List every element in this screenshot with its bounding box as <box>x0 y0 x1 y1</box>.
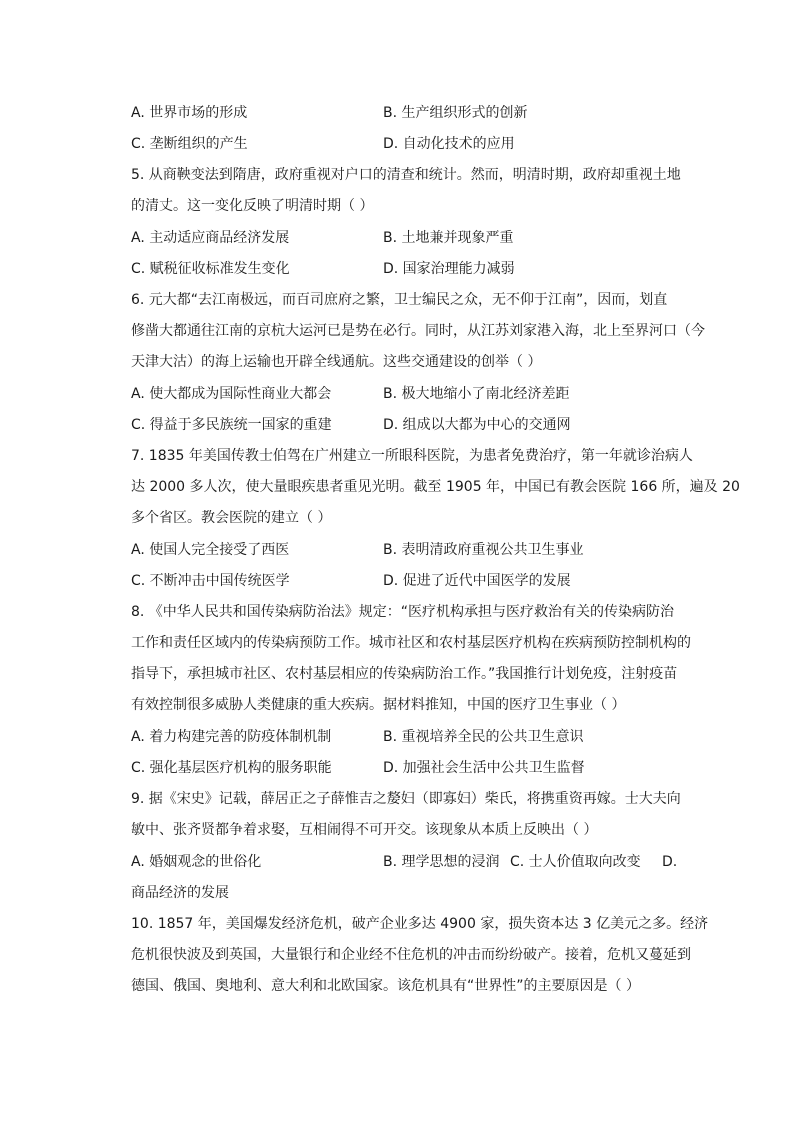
q9-option-a: A. 婚姻观念的世俗化 <box>131 854 262 870</box>
q7-option-d: D. 促进了近代中国医学的发展 <box>383 573 571 589</box>
q9-stem-line-2: 敏中、张齐贤都争着求娶，互相闹得不可开交。该现象从本质上反映出（ ） <box>131 822 598 838</box>
q9-option-d-label: D. <box>662 854 678 870</box>
q8-stem-line-2: 工作和责任区域内的传染病预防工作。城市社区和农村基层医疗机构在疾病预防控制机构的 <box>131 635 691 651</box>
q8-stem-line-4: 有效控制很多威胁人类健康的重大疾病。据材料推知，中国的医疗卫生事业（ ） <box>131 697 626 713</box>
q6-stem-line-1: 6. 元大都“去江南极远，而百司庶府之繁，卫士编民之众，无不仰于江南”，因而，划直 <box>131 292 668 308</box>
q8-option-c: C. 强化基层医疗机构的服务职能 <box>131 760 332 776</box>
q7-option-b: B. 表明清政府重视公共卫生事业 <box>383 542 584 558</box>
q4-option-c: C. 垄断组织的产生 <box>131 136 248 152</box>
q9-option-d-text: 商品经济的发展 <box>131 885 229 901</box>
q4-option-b: B. 生产组织形式的创新 <box>383 105 528 121</box>
q4-option-d: D. 自动化技术的应用 <box>383 136 515 152</box>
q8-stem-line-1: 8. 《中华人民共和国传染病防治法》规定：“医疗机构承担与医疗救治有关的传染病防治 <box>131 604 675 620</box>
q6-option-b: B. 极大地缩小了南北经济差距 <box>383 386 570 402</box>
q6-option-d: D. 组成以大都为中心的交通网 <box>383 417 571 433</box>
q6-stem-line-2: 修凿大都通往江南的京杭大运河已是势在必行。同时，从江苏刘家港入海，北上至界河口（今 <box>131 323 705 339</box>
q9-stem-line-1: 9. 据《宋史》记载，薛居正之子薛惟吉之嫠妇（即寡妇）柴氏，将携重资再嫁。士大夫向 <box>131 791 681 807</box>
q7-stem-line-3: 多个省区。教会医院的建立（ ） <box>131 510 332 526</box>
q9-option-b: B. 理学思想的浸润 <box>383 854 500 870</box>
q6-option-c: C. 得益于多民族统一国家的重建 <box>131 417 332 433</box>
q10-stem-line-1: 10. 1857 年，美国爆发经济危机，破产企业多达 4900 家，损失资本达 3 亿美元之多。经济 <box>131 916 709 932</box>
q4-option-a: A. 世界市场的形成 <box>131 105 248 121</box>
q5-stem-line-2: 的清丈。这一变化反映了明清时期（ ） <box>131 198 374 214</box>
q5-option-a: A. 主动适应商品经济发展 <box>131 230 290 246</box>
q6-stem-line-3: 天津大沽）的海上运输也开辟全线通航。这些交通建设的创举（ ） <box>131 354 542 370</box>
q8-option-d: D. 加强社会生活中公共卫生监督 <box>383 760 585 776</box>
q10-stem-line-3: 德国、俄国、奥地利、意大利和北欧国家。该危机具有“世界性”的主要原因是（ ） <box>131 978 640 994</box>
q8-stem-line-3: 指导下，承担城市社区、农村基层相应的传染病防治工作。”我国推行计划免疫，注射疫苗 <box>131 666 678 682</box>
q10-stem-line-2: 危机很快波及到英国，大量银行和企业经不住危机的冲击而纷纷破产。接着，危机又蔓延到 <box>131 947 691 963</box>
q7-option-c: C. 不断冲击中国传统医学 <box>131 573 290 589</box>
q7-option-a: A. 使国人完全接受了西医 <box>131 542 290 558</box>
q7-stem-line-2: 达 2000 多人次，使大量眼疾患者重见光明。截至 1905 年，中国已有教会医院 166 所，遍及 20 <box>131 479 740 495</box>
q8-option-b: B. 重视培养全民的公共卫生意识 <box>383 729 584 745</box>
q7-stem-line-1: 7. 1835 年美国传教士伯驾在广州建立一所眼科医院，为患者免费治疗，第一年就诊治病人 <box>131 448 693 464</box>
q5-option-c: C. 赋税征收标准发生变化 <box>131 261 290 277</box>
q5-option-b: B. 土地兼并现象严重 <box>383 230 514 246</box>
q5-option-d: D. 国家治理能力减弱 <box>383 261 515 277</box>
q9-option-c: C. 士人价值取向改变 <box>510 854 641 870</box>
q8-option-a: A. 着力构建完善的防疫体制机制 <box>131 729 332 745</box>
q5-stem-line-1: 5. 从商鞅变法到隋唐，政府重视对户口的清查和统计。然而，明清时期，政府却重视土地 <box>131 167 681 183</box>
q6-option-a: A. 使大都成为国际性商业大都会 <box>131 386 332 402</box>
